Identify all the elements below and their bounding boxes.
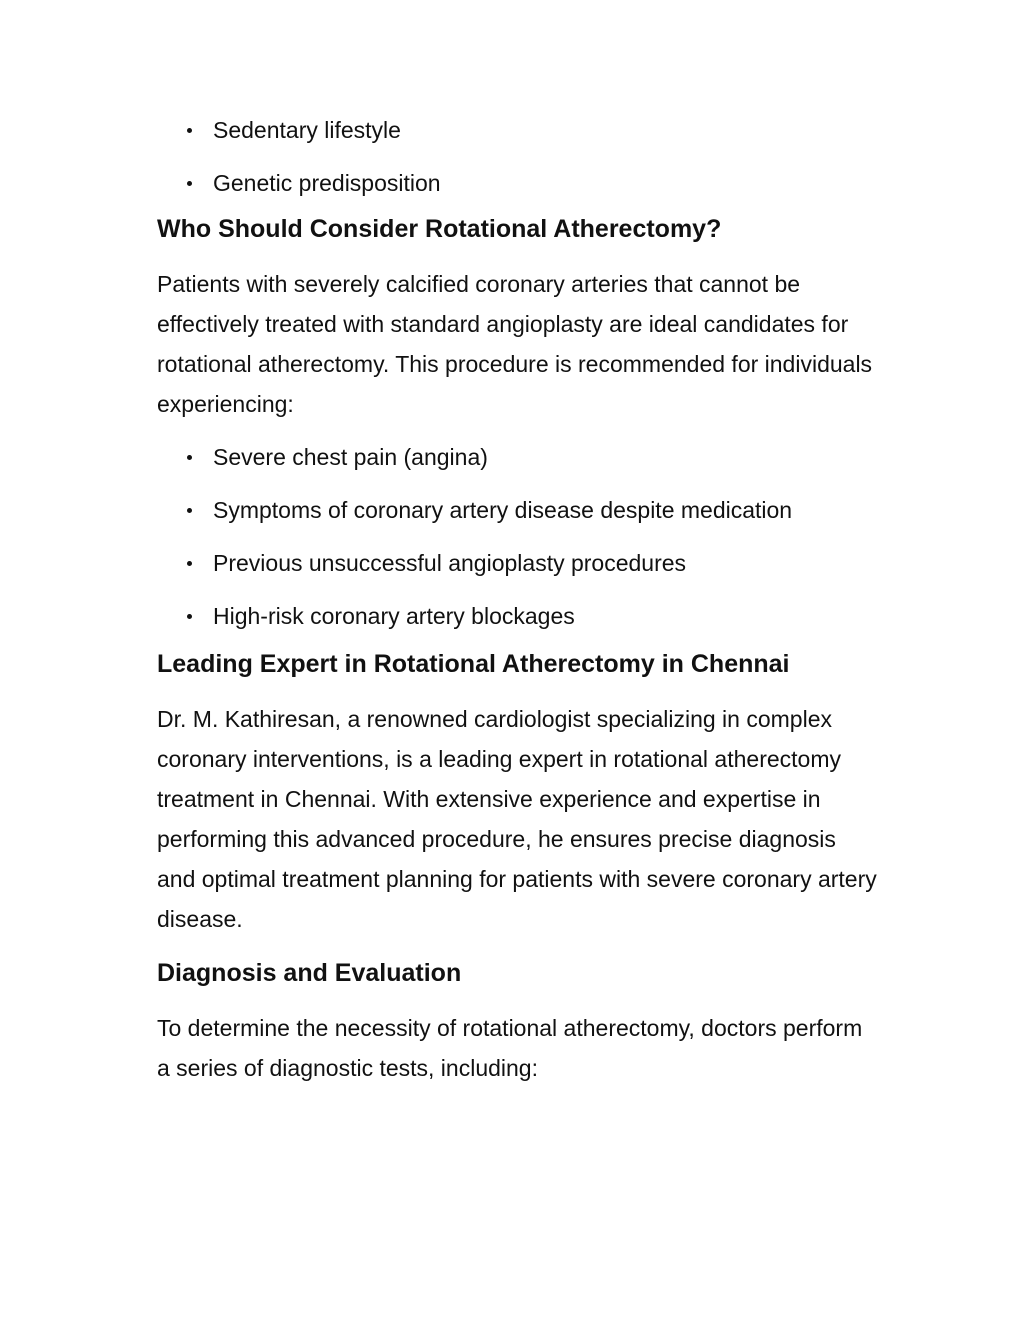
bullet-icon (187, 455, 192, 460)
bullet-icon (187, 561, 192, 566)
list-item (157, 543, 877, 583)
bullet-icon (187, 181, 192, 186)
list-item (157, 437, 877, 477)
list-item-text: Genetic predisposition (213, 170, 441, 196)
list-item (157, 110, 877, 150)
section-paragraph: To determine the necessity of rotational atherectomy, doctors perform a series of diagnostic tests, including: (157, 1015, 863, 1081)
bullet-icon (187, 128, 192, 133)
section-paragraph: Patients with severely calcified coronary arteries that cannot be effectively treated with standard angioplasty are ideal candidates for rotational atherectomy. This procedure is recommended for individuals experiencing: (157, 271, 873, 417)
section-heading: Diagnosis and Evaluation (157, 959, 462, 987)
document-page (157, 110, 877, 1088)
list-item (157, 490, 877, 530)
list-item-text: High-risk coronary artery blockages (213, 603, 575, 629)
bullet-icon (187, 614, 192, 619)
list-item (157, 596, 877, 636)
section-heading: Who Should Consider Rotational Atherectomy? (157, 215, 722, 243)
list-item-text: Sedentary lifestyle (213, 117, 401, 143)
bullet-icon (187, 508, 192, 513)
list-item-text: Previous unsuccessful angioplasty procedures (213, 550, 687, 576)
list-item (157, 163, 877, 203)
list-item-text: Severe chest pain (angina) (213, 444, 488, 470)
section-heading: Leading Expert in Rotational Atherectomy in Chennai (157, 650, 790, 678)
risk-factor-list (157, 110, 877, 203)
candidate-list (157, 437, 877, 636)
section-paragraph: Dr. M. Kathiresan, a renowned cardiologist specializing in complex coronary interventions, is a leading expert in rotational atherectomy treatment in Chennai. With extensive experience and expertise in performing this advanced procedure, he ensures precise diagnosis and optimal treatment planning for patients with severe coronary artery disease. (157, 706, 877, 932)
list-item-text: Symptoms of coronary artery disease despite medication (213, 497, 793, 523)
